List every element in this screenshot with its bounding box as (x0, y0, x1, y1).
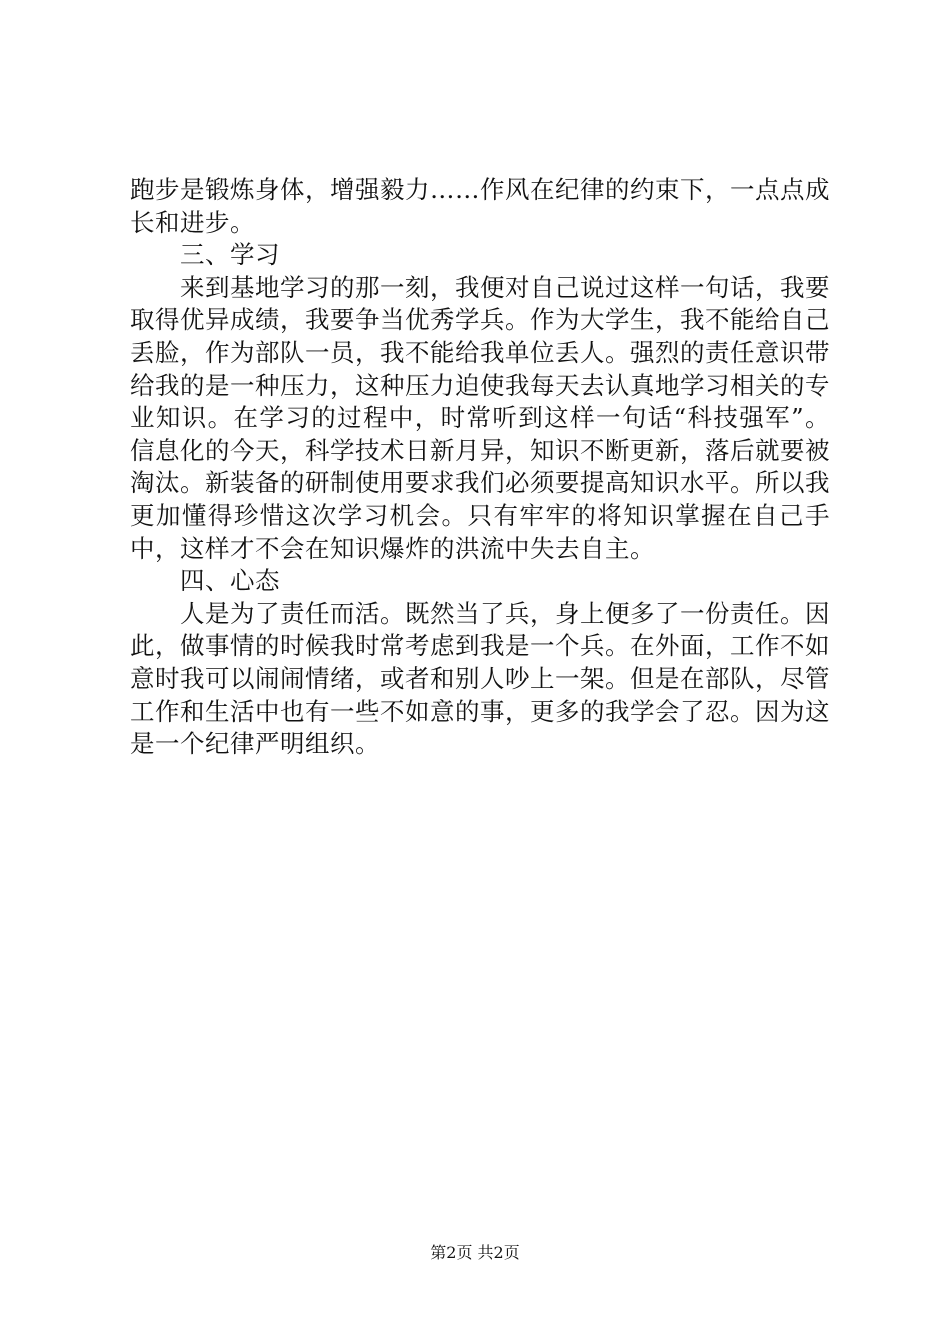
document-body (130, 174, 830, 761)
section-heading-study: 三、学习 (180, 240, 280, 270)
page-number-footer: 第2页 共2页 (430, 1243, 520, 1262)
paragraph-mindset: 人是为了责任而活。既然当了兵，身上便多了一份责任。因此，做事情的时候我时常考虑到我是一个兵。在外面，工作不如意时我可以闹闹情绪，或者和别人吵上一架。但是在部队，尽管工作和生活中也有一些不如意的事，更多的我学会了忍。因为这是一个纪律严明组织。 (130, 598, 830, 759)
paragraph-running: 跑步是锻炼身体，增强毅力……作风在纪律的约束下，一点点成长和进步。 (130, 175, 830, 237)
section-heading-mindset: 四、心态 (180, 566, 280, 596)
paragraph-study: 来到基地学习的那一刻，我便对自己说过这样一句话，我要取得优异成绩，我要争当优秀学兵。作为大学生，我不能给自己丢脸，作为部队一员，我不能给我单位丢人。强烈的责任意识带给我的是一种压力，这种压力迫使我每天去认真地学习相关的专业知识。在学习的过程中，时常听到这样一句话“科技强军”。信息化的今天，科学技术日新月异，知识不断更新，落后就要被淘汰。新装备的研制使用要求我们必须要提高知识水平。所以我更加懂得珍惜这次学习机会。只有牢牢的将知识掌握在自己手中，这样才不会在知识爆炸的洪流中失去自主。 (130, 272, 830, 563)
